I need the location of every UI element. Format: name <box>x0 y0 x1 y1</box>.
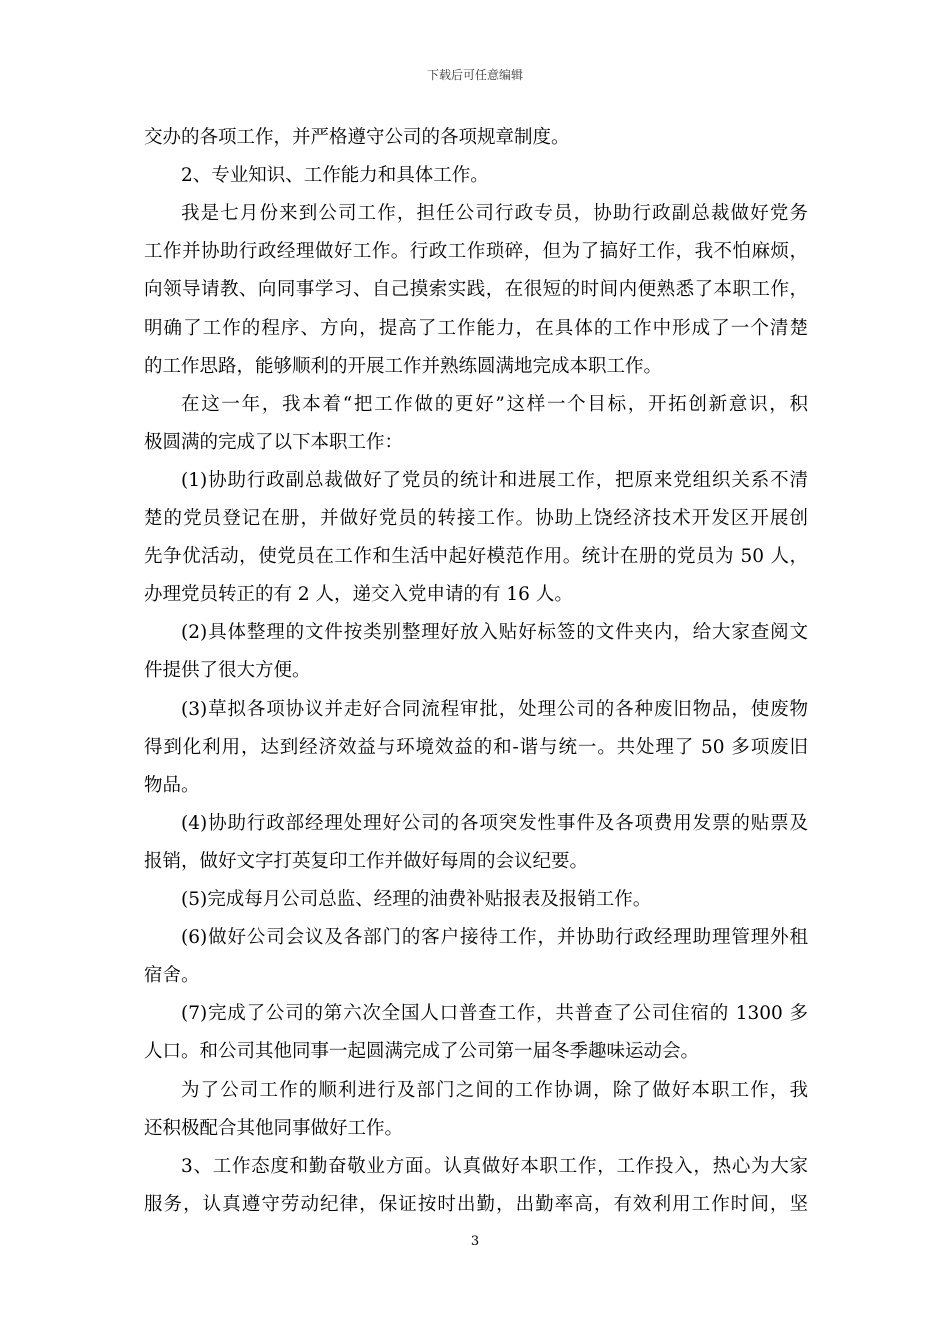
text-line: (4)协助行政部经理处理好公司的各项突发性事件及各项费用发票的贴票及 <box>181 812 808 834</box>
text-line: 在这一年，我本着“把工作做的更好”这样一个目标，开拓创新意识，积 <box>181 393 808 415</box>
text-line: 为了公司工作的顺利进行及部门之间的工作协调，除了做好本职工作，我 <box>181 1079 808 1101</box>
text-line: 向领导请教、向同事学习、自己摸索实践，在很短的时间内便熟悉了本职工作， <box>144 279 808 301</box>
text-line: 得到化利用，达到经济效益与环境效益的和-谐与统一。共处理了 50 多项废旧 <box>144 736 808 758</box>
text-line: (2)具体整理的文件按类别整理好放入贴好标签的文件夹内，给大家查阅文 <box>181 622 808 644</box>
text-line: 件提供了很大方便。 <box>144 660 311 682</box>
text-line: 办理党员转正的有 2 人，递交入党申请的有 16 人。 <box>144 584 573 606</box>
text-line: 明确了工作的程序、方向，提高了工作能力，在具体的工作中形成了一个清楚 <box>144 317 808 339</box>
text-line: 3、工作态度和勤奋敬业方面。认真做好本职工作，工作投入，热心为大家 <box>181 1155 808 1177</box>
text-line: 人口。和公司其他同事一起圆满完成了公司第一届冬季趣味运动会。 <box>144 1041 700 1063</box>
text-line: (5)完成每月公司总监、经理的油费补贴报表及报销工作。 <box>181 889 652 910</box>
text-line: (1)协助行政副总裁做好了党员的统计和进展工作，把原来党组织关系不清 <box>181 469 808 491</box>
text-line: 我是七月份来到公司工作，担任公司行政专员，协助行政副总裁做好党务 <box>181 203 808 225</box>
text-line: 交办的各项工作，并严格遵守公司的各项规章制度。 <box>144 127 570 148</box>
text-line: (7)完成了公司的第六次全国人口普查工作，共普查了公司住宿的 1300 多 <box>181 1003 808 1025</box>
text-line: (6)做好公司会议及各部门的客户接待工作，并协助行政经理助理管理外租 <box>181 927 808 949</box>
text-line: 2、专业知识、工作能力和具体工作。 <box>181 165 489 187</box>
text-line: 的工作思路，能够顺利的开展工作并熟练圆满地完成本职工作。 <box>144 355 663 377</box>
text-line: 物品。 <box>144 774 200 796</box>
text-line: 楚的党员登记在册，并做好党员的转接工作。协助上饶经济技术开发区开展创 <box>144 508 808 529</box>
text-line: (3)草拟各项协议并走好合同流程审批，处理公司的各种废旧物品，使废物 <box>181 698 808 720</box>
page-number: 3 <box>470 1234 480 1249</box>
page-header: 下载后可任意编辑 <box>426 68 523 82</box>
text-line: 宿舍。 <box>144 965 200 987</box>
text-line: 先争优活动，使党员在工作和生活中起好模范作用。统计在册的党员为 50 人， <box>144 546 808 568</box>
text-line: 还积极配合其他同事做好工作。 <box>144 1117 404 1139</box>
text-line: 报销，做好文字打英复印工作并做好每周的会议纪要。 <box>144 850 589 872</box>
text-line: 工作并协助行政经理做好工作。行政工作琐碎，但为了搞好工作，我不怕麻烦， <box>144 241 808 263</box>
text-line: 极圆满的完成了以下本职工作： <box>144 431 404 453</box>
text-line: 服务，认真遵守劳动纪律，保证按时出勤，出勤率高，有效利用工作时间，坚 <box>144 1193 808 1215</box>
